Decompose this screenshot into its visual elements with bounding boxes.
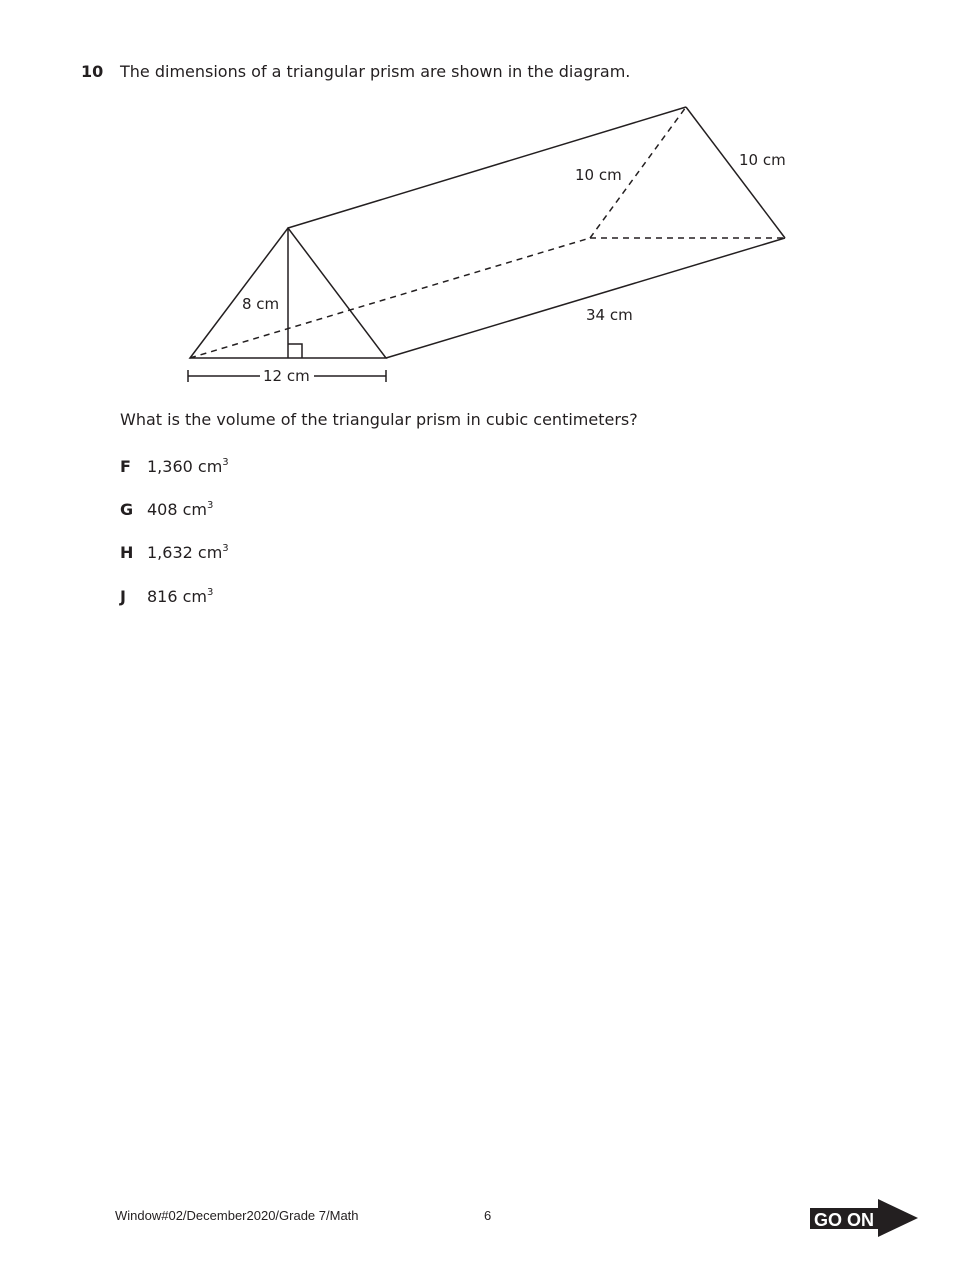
choice-j[interactable] bbox=[120, 587, 213, 606]
choice-exponent: 3 bbox=[222, 457, 229, 468]
question-prompt: What is the volume of the triangular prism in cubic centimeters? bbox=[120, 410, 638, 429]
triangular-prism-diagram bbox=[0, 0, 979, 400]
back-right-edge bbox=[686, 107, 785, 238]
bottom-right-edge bbox=[386, 238, 785, 358]
inner-slant-label: 10 cm bbox=[575, 166, 622, 184]
choice-value: 1,360 cm bbox=[147, 457, 223, 476]
question-number: 10 bbox=[81, 62, 104, 81]
base-label: 12 cm bbox=[263, 367, 310, 385]
go-on-label: GO ON bbox=[814, 1210, 875, 1230]
choice-letter: H bbox=[120, 543, 134, 562]
choice-exponent: 3 bbox=[222, 543, 229, 554]
choice-value: 816 cm bbox=[147, 587, 208, 606]
choice-f[interactable] bbox=[120, 457, 229, 476]
footer-source: Window#02/December2020/Grade 7/Math bbox=[115, 1208, 359, 1223]
choice-letter: J bbox=[120, 587, 126, 606]
choice-h[interactable] bbox=[120, 543, 229, 562]
choice-letter: F bbox=[120, 457, 131, 476]
arrow-icon bbox=[878, 1199, 918, 1237]
right-angle-mark bbox=[288, 344, 302, 358]
go-on-arrow bbox=[808, 1197, 920, 1239]
choice-letter: G bbox=[120, 500, 134, 519]
top-edge bbox=[288, 107, 686, 228]
choice-value: 1,632 cm bbox=[147, 543, 223, 562]
choice-exponent: 3 bbox=[207, 500, 214, 511]
length-label: 34 cm bbox=[586, 306, 633, 324]
question-text: The dimensions of a triangular prism are shown in the diagram. bbox=[120, 62, 631, 81]
choice-g[interactable] bbox=[120, 500, 213, 519]
outer-slant-label: 10 cm bbox=[739, 151, 786, 169]
page-number: 6 bbox=[484, 1208, 492, 1223]
choice-exponent: 3 bbox=[207, 587, 214, 598]
choice-value: 408 cm bbox=[147, 500, 208, 519]
height-label: 8 cm bbox=[242, 295, 280, 313]
